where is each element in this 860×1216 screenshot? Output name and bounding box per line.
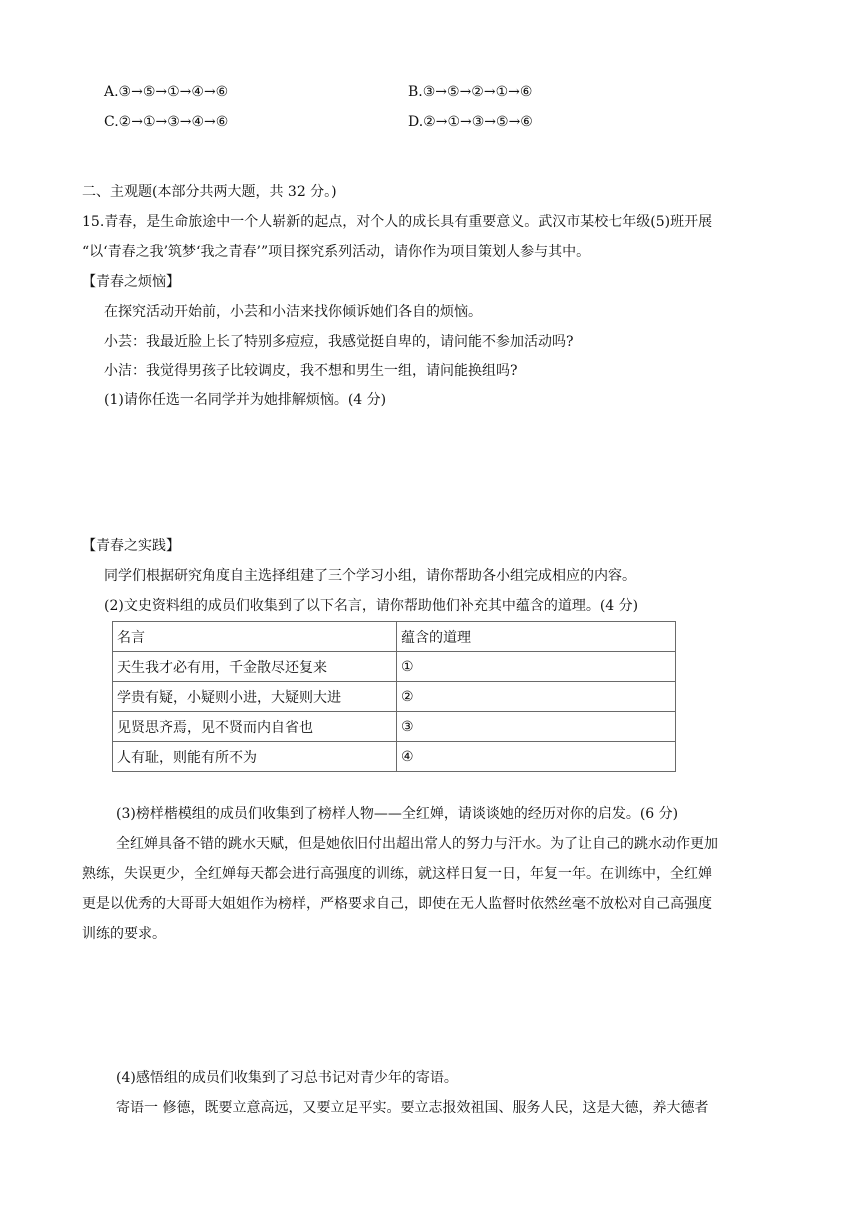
table-cell-meaning: ① bbox=[397, 652, 676, 682]
question-15-intro-line1: 15.青春，是生命旅途中一个人崭新的起点，对个人的成长具有重要意义。武汉市某校七年级(5)班开展 bbox=[82, 214, 713, 230]
question-15-intro-line2: “以‘青春之我’筑梦‘我之青春’”项目探究系列活动，请你作为项目策划人参与其中。 bbox=[82, 244, 591, 260]
table-cell-quote: 天生我才必有用，千金散尽还复来 bbox=[113, 652, 397, 682]
table-row bbox=[113, 742, 676, 772]
q3-paragraph-line2: 熟练，失误更少，全红婵每天都会进行高强度的训练，就这样日复一日，年复一年。在训练中，全红婵 bbox=[82, 866, 712, 882]
part-title-practice: 【青春之实践】 bbox=[82, 538, 180, 554]
table-header-row bbox=[113, 622, 676, 652]
q3-paragraph-line1: 全红婵具备不错的跳水天赋，但是她依旧付出超出常人的努力与汗水。为了让自己的跳水动作更加 bbox=[116, 836, 718, 852]
table-row bbox=[113, 652, 676, 682]
part-title-troubles: 【青春之烦恼】 bbox=[82, 274, 180, 290]
q3-paragraph-line3: 更是以优秀的大哥哥大姐姐作为榜样，严格要求自己，即使在无人监督时依然丝毫不放松对自己高强度 bbox=[82, 896, 712, 912]
table-header-quote: 名言 bbox=[113, 622, 397, 652]
question-3: (3)榜样楷模组的成员们收集到了榜样人物——全红婵，请谈谈她的经历对你的启发。(6 分) bbox=[116, 806, 679, 822]
table-cell-quote: 学贵有疑，小疑则小进，大疑则大进 bbox=[113, 682, 397, 712]
practice-intro: 同学们根据研究角度自主选择组建了三个学习小组，请你帮助各小组完成相应的内容。 bbox=[104, 568, 636, 584]
table-cell-quote: 人有耻，则能有所不为 bbox=[113, 742, 397, 772]
choice-a: A.③→⑤→①→④→⑥ bbox=[104, 84, 229, 100]
table-cell-meaning: ④ bbox=[397, 742, 676, 772]
table-cell-meaning: ③ bbox=[397, 712, 676, 742]
quotes-table bbox=[112, 621, 676, 772]
table-cell-meaning: ② bbox=[397, 682, 676, 712]
question-2: (2)文史资料组的成员们收集到了以下名言，请你帮助他们补充其中蕴含的道理。(4 分) bbox=[104, 598, 639, 614]
choice-d: D.②→①→③→⑤→⑥ bbox=[408, 114, 533, 130]
question-1: (1)请你任选一名同学并为她排解烦恼。(4 分) bbox=[104, 392, 387, 408]
table-row bbox=[113, 712, 676, 742]
choice-c: C.②→①→③→④→⑥ bbox=[104, 114, 229, 130]
section-heading: 二、主观题(本部分共两大题，共 32 分。) bbox=[82, 184, 337, 200]
troubles-intro: 在探究活动开始前，小芸和小洁来找你倾诉她们各自的烦恼。 bbox=[104, 304, 482, 320]
choice-b: B.③→⑤→②→①→⑥ bbox=[408, 84, 533, 100]
q4-message-line: 寄语一 修德，既要立意高远，又要立足平实。要立志报效祖国、服务人民，这是大德，养大德者 bbox=[116, 1100, 709, 1116]
table-cell-quote: 见贤思齐焉，见不贤而内自省也 bbox=[113, 712, 397, 742]
table-row bbox=[113, 682, 676, 712]
question-4: (4)感悟组的成员们收集到了习总书记对青少年的寄语。 bbox=[116, 1070, 458, 1086]
xiaojie-line: 小洁：我觉得男孩子比较调皮，我不想和男生一组，请问能换组吗? bbox=[104, 363, 518, 379]
table-header-meaning: 蕴含的道理 bbox=[397, 622, 676, 652]
q3-paragraph-line4: 训练的要求。 bbox=[82, 926, 166, 942]
xiaoyun-line: 小芸：我最近脸上长了特别多痘痘，我感觉挺自卑的，请问能不参加活动吗? bbox=[104, 334, 574, 350]
